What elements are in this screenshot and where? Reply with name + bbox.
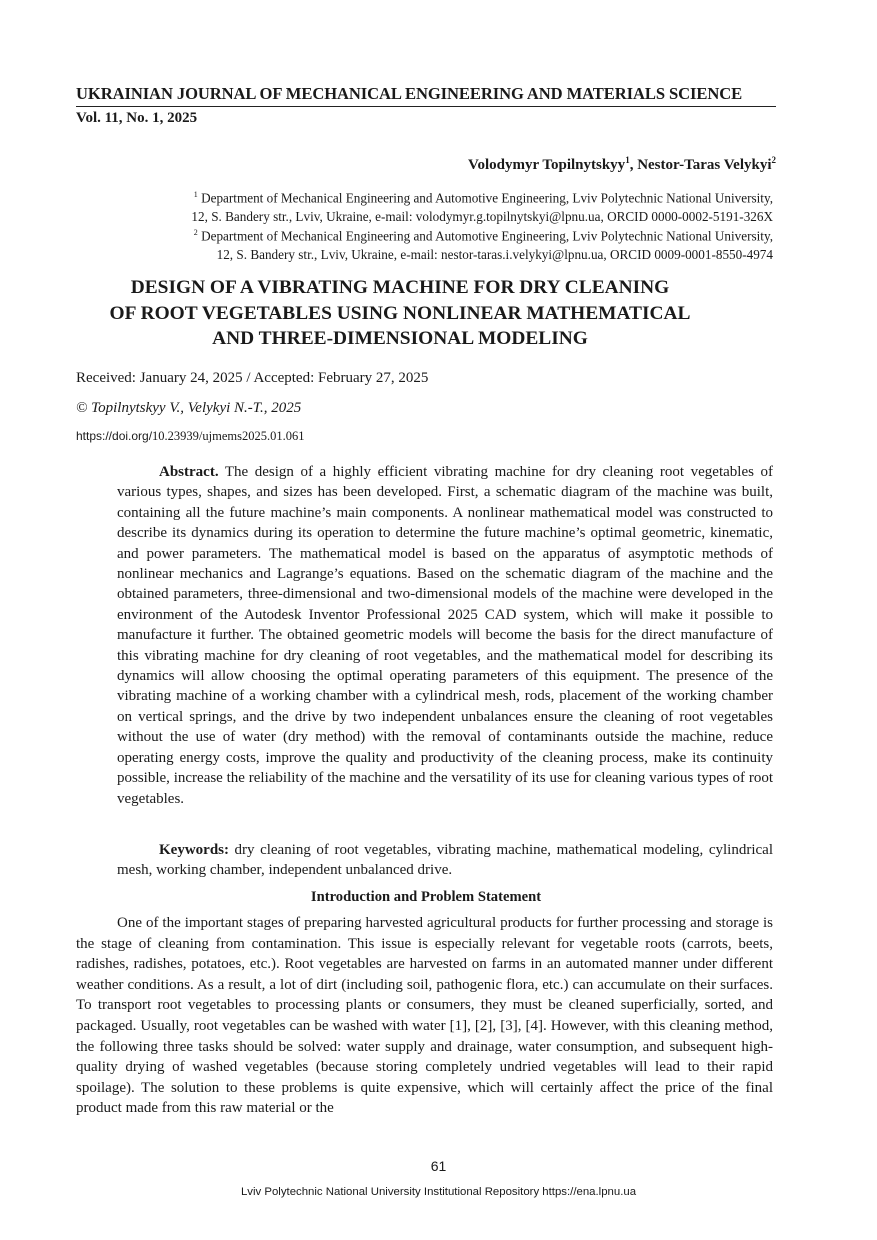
doi-link[interactable] (76, 429, 304, 444)
keywords (117, 840, 773, 881)
repository-footer: Lviv Polytechnic National University Institutional Repository https://ena.lpnu.ua (240, 1186, 637, 1198)
doi-prefix: https://doi.org/ (76, 429, 153, 443)
affiliation-2-line-2: 12, S. Bandery str., Lviv, Ukraine, e-mail: nestor-taras.i.velykyi@lpnu.ua, ORCID 0009-0001-8550-4974 (216, 247, 773, 263)
page-number: 61 (430, 1158, 447, 1174)
received-accepted-dates: Received: January 24, 2025 / Accepted: February 27, 2025 (76, 370, 429, 386)
introduction-paragraph: One of the important stages of preparing harvested agricultural products for further processing and storage is the stage of cleaning from contamination. This issue is especially relevant for vegetable roots (carrots, beets, radishes, radishes, potatoes, etc.). Root vegetables are harvested on farms in an automated manner under different weather conditions. As a result, a lot of dirt (including soil, pathogenic flora, etc.) can accumulate on their surfaces. To transport root vegetables to processing plants or consumers, they must be cleaned superficially, sorted, and packaged. Usually, root vegetables can be washed with water [1], [2], [3], [4]. However, with this cleaning method, the following three tasks should be solved: water supply and drainage, water consumption, and subsequent high-quality drying of washed vegetables (because storing completely undried vegetables will lead to their rapid spoilage). The solution to these problems is quite expensive, which will certainly affect the price of the final product made from this raw material or the (76, 915, 773, 1117)
affiliation-1-mark: 1 (193, 190, 198, 199)
section-heading: Introduction and Problem Statement (310, 889, 542, 905)
affiliation-2-line-1: $^2$ Department of Mechanical Engineering and Automotive Engineering, Lviv Polytechnic National University, (193, 228, 773, 244)
author-2: Nestor-Taras Velykyi (637, 157, 772, 173)
affiliation-1-line-2: 12, S. Bandery str., Lviv, Ukraine, e-mail: volodymyr.g.topilnytskyi@lpnu.ua, ORCID 0000-0002-5191-326X (191, 209, 773, 225)
title-line-3: AND THREE-DIMENSIONAL MODELING (212, 328, 588, 349)
paper-title (76, 275, 776, 352)
keywords-label: Keywords: (159, 842, 229, 858)
author-list (468, 155, 776, 174)
doi-id: 10.23939/ujmems2025.01.061 (152, 429, 305, 443)
affiliation-1-line-1: $^1$ Department of Mechanical Engineering and Automotive Engineering, Lviv Polytechnic National University, (193, 190, 773, 206)
journal-title: UKRAINIAN JOURNAL OF MECHANICAL ENGINEERING AND MATERIALS SCIENCE (76, 84, 743, 103)
affiliation-1 (93, 185, 773, 226)
title-line-1: DESIGN OF A VIBRATING MACHINE FOR DRY CLEANING (130, 277, 670, 298)
abstract-label: Abstract. (159, 464, 219, 480)
affiliation-2-mark: 2 (193, 228, 198, 237)
author-2-affil-mark: 2 (771, 155, 776, 165)
title-line-2: OF ROOT VEGETABLES USING NONLINEAR MATHEMATICAL (109, 302, 691, 324)
volume-info: Vol. 11, No. 1, 2025 (76, 110, 198, 126)
abstract-text: The design of a highly efficient vibrating machine for dry cleaning root vegetables of various types, shapes, and sizes has been developed. First, a schematic diagram of the machine was built, containing all the future machine’s main components. A nonlinear mathematical model was constructed to describe its dynamics during its operation to determine the future machine’s optimal geometric, kinematic, and power parameters. The mathematical model is based on the apparatus of asymptotic methods of nonlinear mechanics and Lagrange’s equations. Based on the schematic diagram of the machine and the obtained parameters, three-dimensional and two-dimensional models of the machine were developed in the environment of the Autodesk Inventor Professional 2025 CAD system, which will make it possible to manufacture it further. The obtained geometric models will become the basis for the direct manufacture of this vibrating machine for dry cleaning of root vegetables, and the mathematical model for describing its dynamics will allow choosing the optimal operating parameters of this equipment. The presence of the vibrating machine of a working chamber with a cylindrical mesh, rods, placement of the working chamber on vertical springs, and the drive by two independent unbalances ensure the cleaning of root vegetables without the use of water (dry method) with the removal of contaminants outside the machine, reduce operating energy costs, improve the quality and productivity of the cleaning process, make its continuity possible, increase the reliability of the machine and the versatility of its use for cleaning various types of root vegetables. (117, 464, 773, 807)
keywords-text: dry cleaning of root vegetables, vibrating machine, mathematical modeling, cylindrical mesh, working chamber, independent unbalanced drive. (117, 842, 773, 879)
affiliation-2 (93, 223, 773, 264)
author-1-affil-mark: 1 (625, 155, 630, 165)
copyright-notice: © Topilnytskyy V., Velykyi N.-T., 2025 (76, 400, 302, 416)
header-rule (76, 106, 776, 107)
author-1: Volodymyr Topilnytskyy (468, 157, 626, 173)
author-separator: , (629, 157, 638, 173)
abstract (117, 462, 773, 809)
